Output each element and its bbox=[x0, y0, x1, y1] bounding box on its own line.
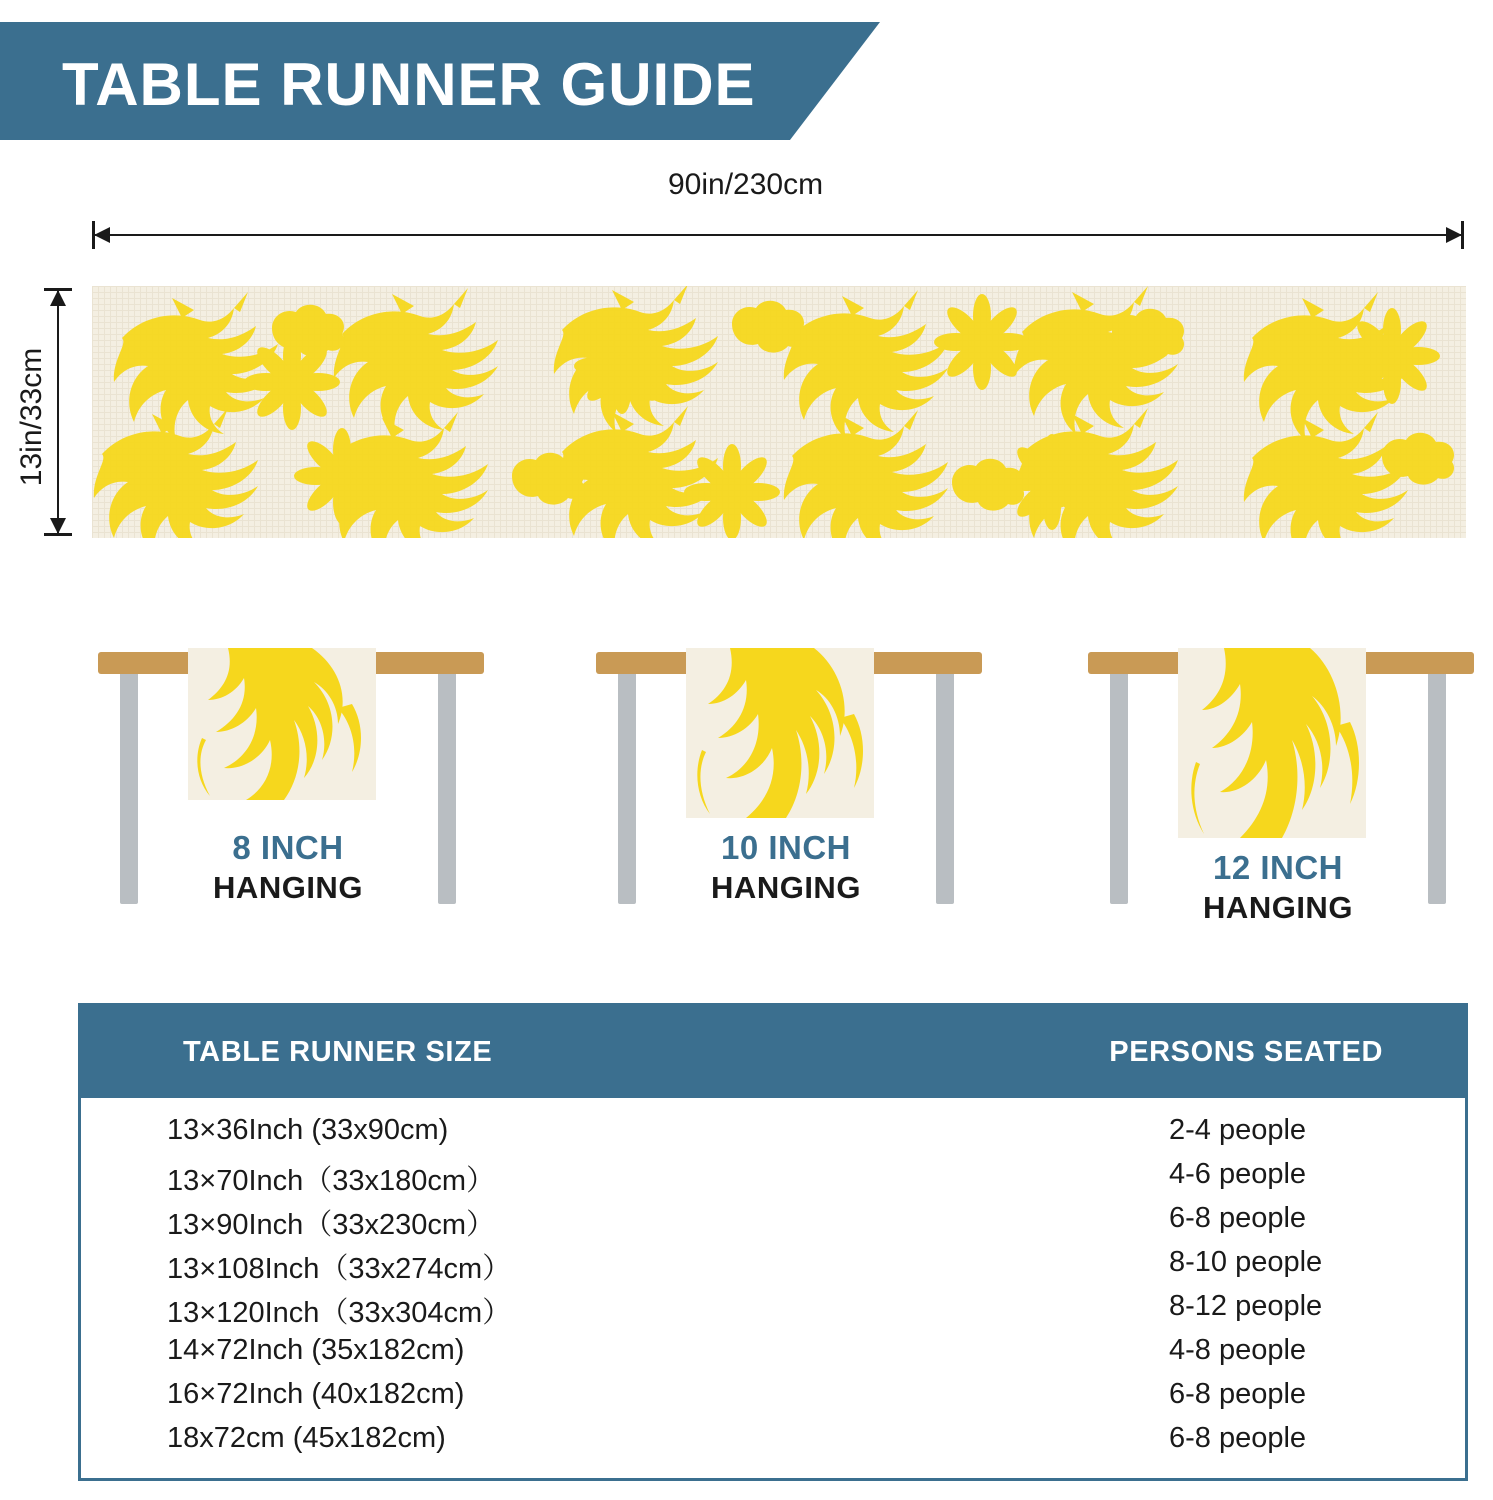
hanging-label-sub: HANGING bbox=[711, 870, 861, 905]
table-row bbox=[81, 1422, 1465, 1466]
runner-drape bbox=[188, 648, 376, 800]
dragon-pattern-icon bbox=[188, 648, 376, 800]
hanging-label-main: 12 INCH bbox=[1212, 849, 1344, 886]
height-dimension-line bbox=[57, 288, 59, 536]
table-row bbox=[81, 1246, 1465, 1290]
arrow-down-icon bbox=[50, 518, 66, 534]
cell-size: 16×72Inch (40x182cm) bbox=[167, 1378, 465, 1410]
table-row bbox=[81, 1378, 1465, 1422]
cell-size: 13×120Inch（33x304cm） bbox=[167, 1297, 512, 1329]
caption-12-inch bbox=[1068, 848, 1488, 928]
size-table bbox=[78, 1003, 1468, 1481]
dragon-pattern-icon bbox=[1178, 648, 1366, 838]
cell-people: 2-4 people bbox=[1169, 1114, 1307, 1146]
runner-drape bbox=[686, 648, 874, 818]
cell-people: 4-6 people bbox=[1169, 1158, 1307, 1190]
runner-measure-height-label: 13in/33cm bbox=[15, 347, 48, 487]
caption-10-inch bbox=[576, 828, 996, 908]
runner-measure-width-label: 90in/230cm bbox=[668, 168, 824, 201]
caption-8-inch bbox=[78, 828, 498, 908]
cell-people: 4-8 people bbox=[1169, 1334, 1307, 1366]
cell-size: 13×90Inch（33x230cm） bbox=[167, 1209, 496, 1241]
table-row bbox=[81, 1202, 1465, 1246]
hanging-label-sub: HANGING bbox=[213, 870, 363, 905]
arrow-left-icon bbox=[94, 227, 110, 243]
hanging-label-sub: HANGING bbox=[1203, 890, 1353, 925]
size-table-body bbox=[81, 1098, 1465, 1466]
dragon-pattern-icon bbox=[92, 286, 1466, 538]
cell-people: 8-12 people bbox=[1169, 1290, 1323, 1322]
cell-people: 6-8 people bbox=[1169, 1202, 1307, 1234]
cell-size: 18x72cm (45x182cm) bbox=[167, 1422, 446, 1454]
width-dimension-line bbox=[92, 234, 1464, 236]
cell-size: 13×36Inch (33x90cm) bbox=[167, 1114, 449, 1146]
table-row bbox=[81, 1290, 1465, 1334]
page-title: TABLE RUNNER GUIDE bbox=[62, 51, 756, 118]
arrow-right-icon bbox=[1446, 227, 1462, 243]
arrow-up-icon bbox=[50, 290, 66, 306]
hanging-examples bbox=[0, 630, 1493, 960]
cell-people: 8-10 people bbox=[1169, 1246, 1323, 1278]
cell-size: 13×70Inch（33x180cm） bbox=[167, 1165, 496, 1197]
hanging-example-12-inch bbox=[1068, 630, 1488, 960]
column-header-people: PERSONS SEATED bbox=[1109, 1036, 1383, 1068]
hanging-example-8-inch bbox=[78, 630, 498, 960]
runner-drape bbox=[1178, 648, 1366, 838]
table-row bbox=[81, 1158, 1465, 1202]
table-row bbox=[81, 1334, 1465, 1378]
size-table-header bbox=[81, 1006, 1465, 1098]
cell-size: 14×72Inch (35x182cm) bbox=[167, 1334, 465, 1366]
column-header-size: TABLE RUNNER SIZE bbox=[183, 1036, 493, 1068]
hanging-label-main: 8 INCH bbox=[232, 829, 344, 866]
cell-people: 6-8 people bbox=[1169, 1422, 1307, 1454]
hanging-label-main: 10 INCH bbox=[720, 829, 852, 866]
hanging-example-10-inch bbox=[576, 630, 996, 960]
cell-size: 13×108Inch（33x274cm） bbox=[167, 1253, 512, 1285]
runner-swatch bbox=[92, 286, 1466, 538]
header-banner bbox=[0, 22, 900, 140]
table-row bbox=[81, 1114, 1465, 1158]
dragon-pattern-icon bbox=[686, 648, 874, 818]
cell-people: 6-8 people bbox=[1169, 1378, 1307, 1410]
